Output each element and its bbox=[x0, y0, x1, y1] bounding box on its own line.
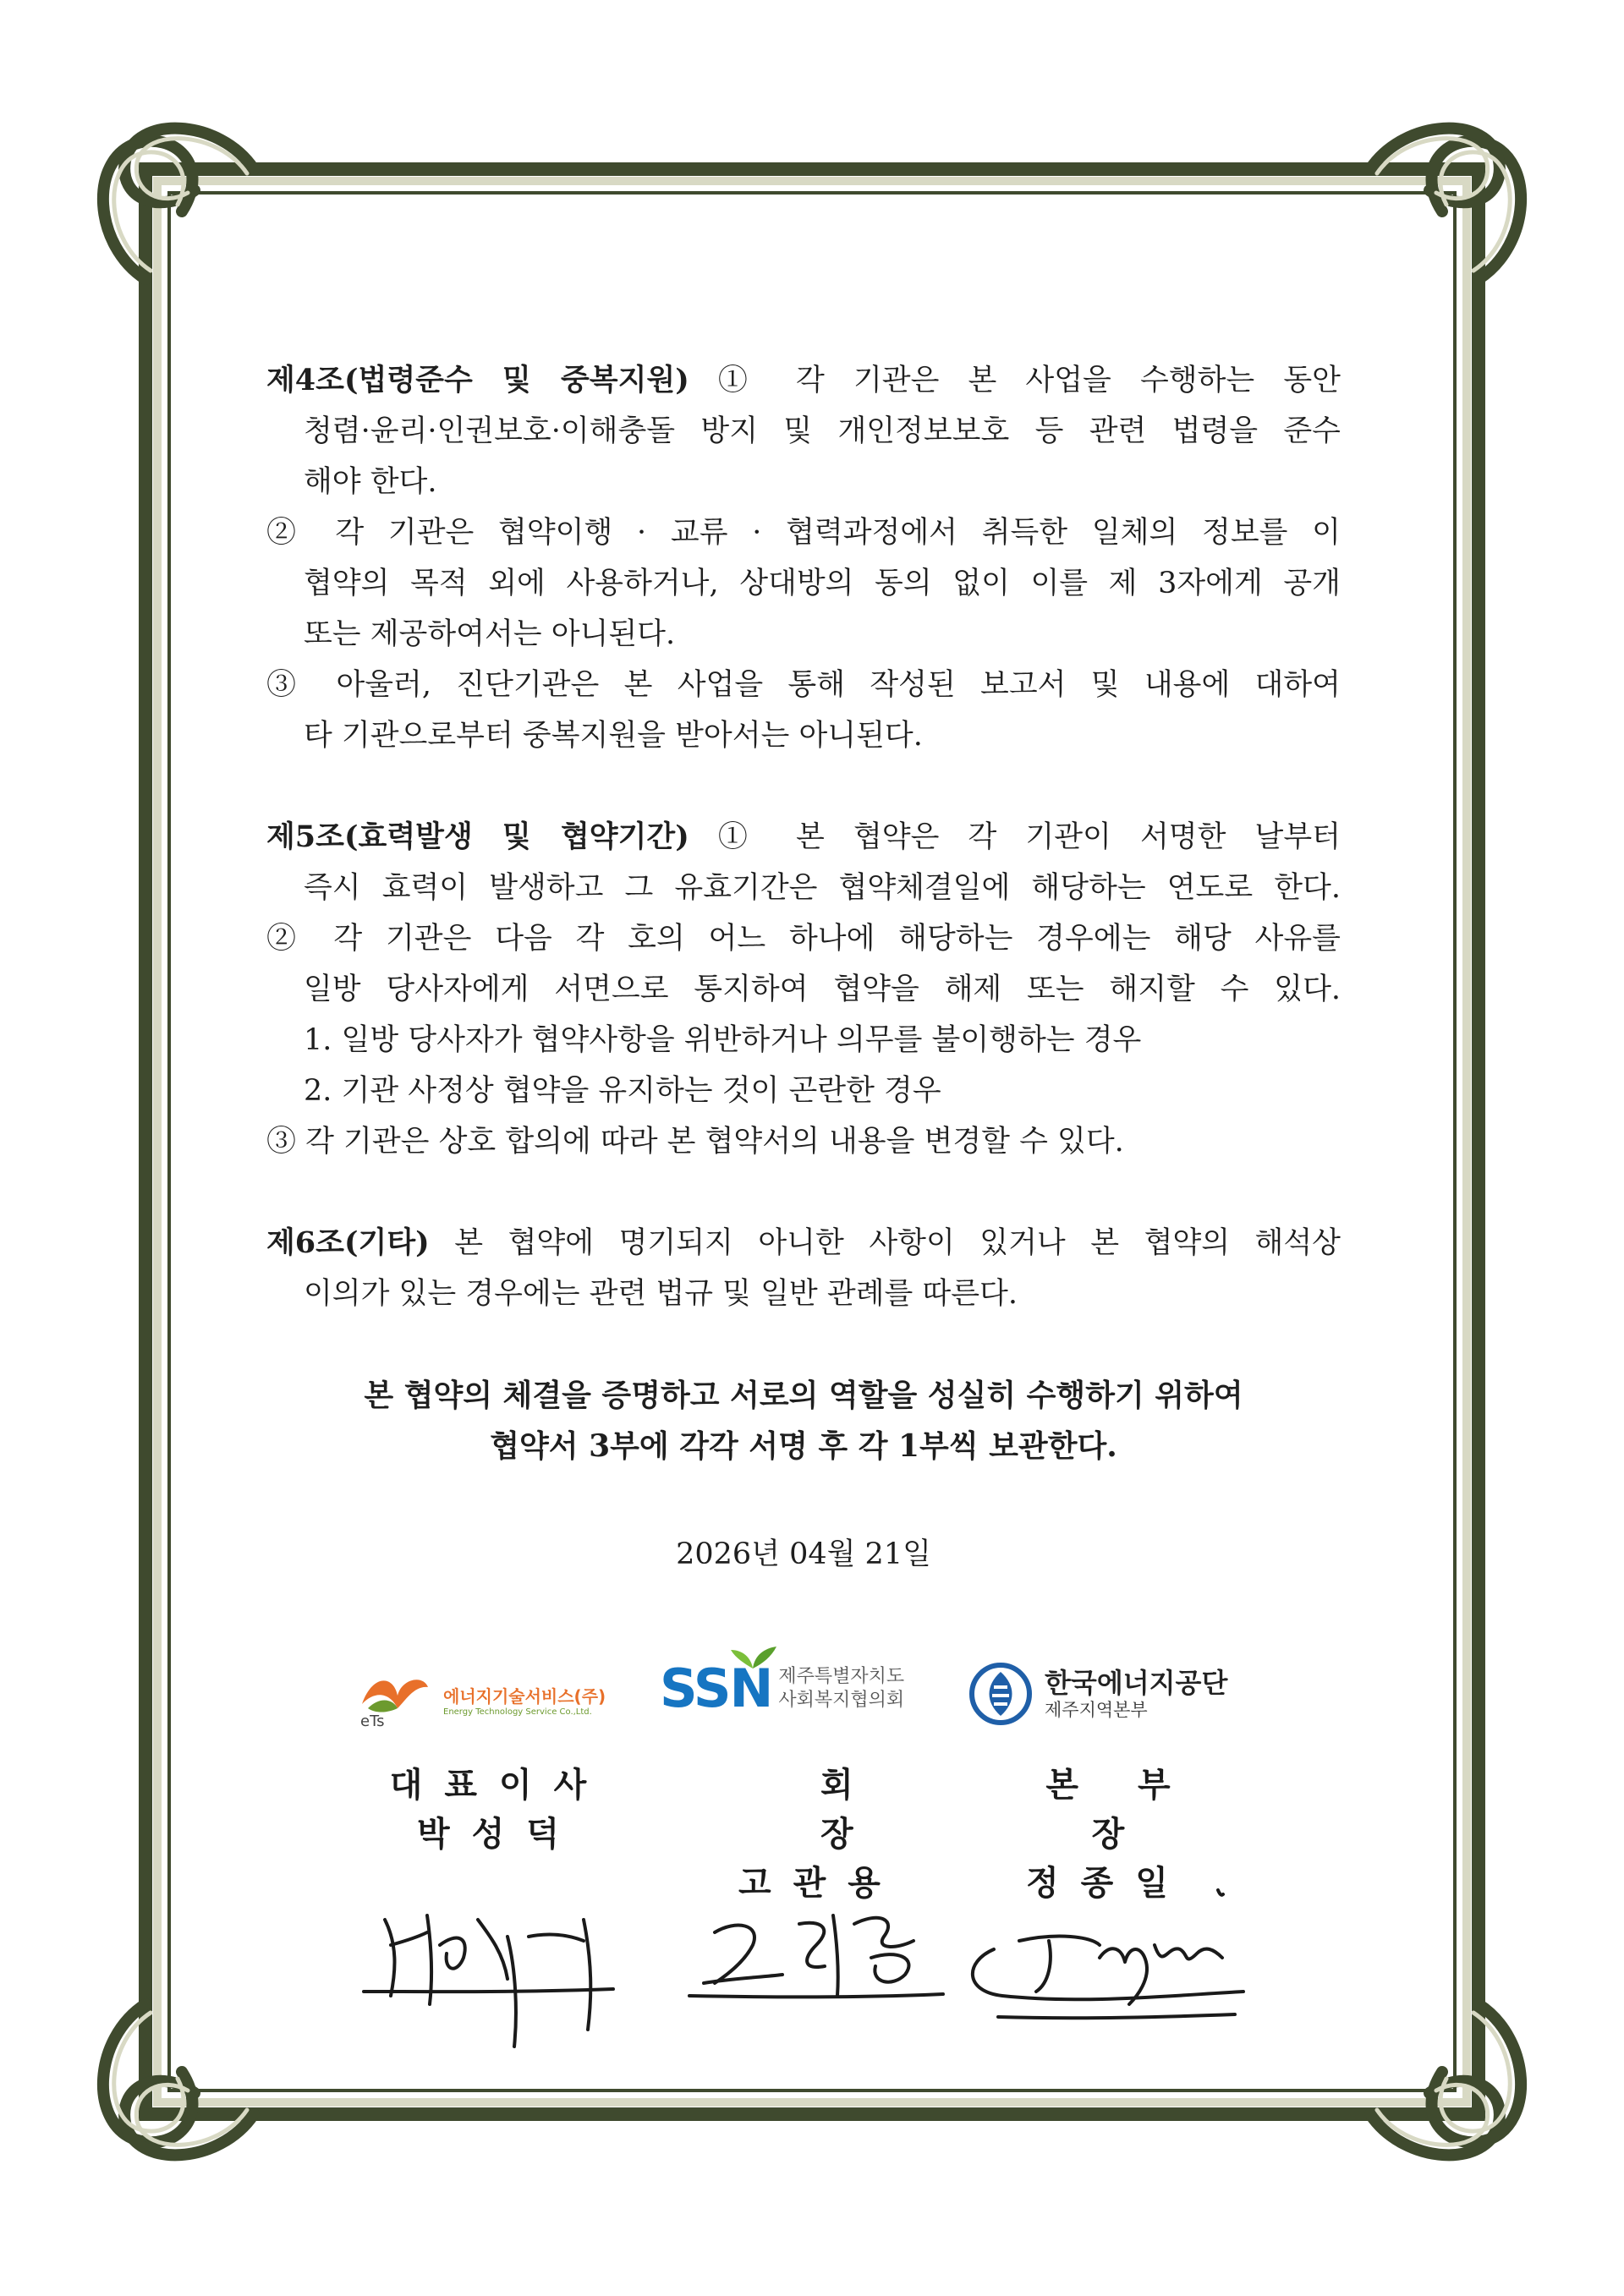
closing-line-1: 본 협약의 체결을 증명하고 서로의 역할을 성실히 수행하기 위하여 bbox=[364, 1378, 1243, 1413]
article-5-item-1: 1. 일방 당사자가 협약사항을 위반하거나 의무를 불이행하는 경우 bbox=[304, 1023, 1142, 1057]
ets-mark: eTs bbox=[360, 1712, 385, 1730]
signer-name: 박성덕 bbox=[417, 1815, 581, 1854]
article-5-line-2: 즉시 효력이 발생하고 그 유효기간은 협약체결일에 해당하는 연도로 한다. bbox=[304, 871, 1341, 905]
article-6-line-1: 제6조(기타) 본 협약에 명기되지 아니한 사항이 있거나 본 협약의 해석상 bbox=[266, 1225, 1341, 1260]
article-6-heading: 제6조(기타) bbox=[266, 1225, 430, 1260]
closing-line-2: 협약서 3부에 각각 서명 후 각 1부씩 보관한다. bbox=[490, 1428, 1117, 1464]
ssn-line-2: 사회복지협의회 bbox=[778, 1690, 905, 1711]
signature-2 bbox=[689, 1915, 943, 1997]
article-4-clause-2-line-1: ② 각 기관은 협약이행 · 교류 · 협력과정에서 취득한 일체의 정보를 이 bbox=[266, 516, 1341, 550]
signer-name: 정종일 bbox=[1026, 1864, 1190, 1903]
signer-title: 대표이사 bbox=[389, 1766, 609, 1805]
article-5-item-2: 2. 기관 사정상 협약을 유지하는 것이 곤란한 경우 bbox=[304, 1074, 941, 1108]
article-4-line-1: 제4조(법령준수 및 중복지원) ① 각 기관은 본 사업을 수행하는 동안 bbox=[266, 363, 1341, 397]
kea-line-2: 제주지역본부 bbox=[1045, 1700, 1148, 1720]
article-4-clause-3-line-1: ③ 아울러, 진단기관은 본 사업을 통해 작성된 보고서 및 내용에 대하여 bbox=[266, 668, 1341, 702]
signature-3 bbox=[973, 1890, 1243, 2018]
signer-name: 고관용 bbox=[738, 1864, 903, 1903]
article-4-heading: 제4조(법령준수 및 중복지원) bbox=[266, 363, 689, 397]
article-5-line-1: 제5조(효력발생 및 협약기간) ① 본 협약은 각 기관이 서명한 날부터 bbox=[266, 819, 1341, 854]
article-5-clause-3: ③ 각 기관은 상호 합의에 따라 본 협약서의 내용을 변경할 수 있다. bbox=[266, 1125, 1124, 1159]
article-4-line-3: 해야 한다. bbox=[304, 465, 437, 499]
kea-line-1: 한국에너지공단 bbox=[1045, 1667, 1228, 1699]
article-5-heading: 제5조(효력발생 및 협약기간) bbox=[266, 819, 689, 854]
agreement-date: 2026년 04월 21일 bbox=[676, 1537, 931, 1571]
article-5-clause-2-line-2: 일방 당사자에게 서면으로 통지하여 협약을 해제 또는 해지할 수 있다. bbox=[304, 973, 1341, 1006]
article-5-clause-2-line-1: ② 각 기관은 다음 각 호의 어느 하나에 해당하는 경우에는 해당 사유를 bbox=[266, 922, 1341, 956]
ssn-mark: SSN bbox=[660, 1658, 772, 1719]
article-4-clause-2-line-2: 협약의 목적 외에 사용하거나, 상대방의 동의 없이 이를 제 3자에게 공개 bbox=[304, 567, 1341, 600]
article-4-line-2: 청렴·윤리·인권보호·이해충돌 방지 및 개인정보보호 등 관련 법령을 준수 bbox=[304, 414, 1341, 448]
article-4-clause-3-line-2: 타 기관으로부터 중복지원을 받아서는 아니된다. bbox=[304, 719, 923, 753]
article-4-clause-2-line-3: 또는 제공하여서는 아니된다. bbox=[304, 617, 676, 651]
signer-title: 회장 bbox=[820, 1766, 980, 1854]
article-6-line-2: 이의가 있는 경우에는 관련 법규 및 일반 관례를 따른다. bbox=[304, 1277, 1018, 1311]
signer-title: 본부장 bbox=[1045, 1766, 1230, 1854]
ssn-line-1: 제주특별자치도 bbox=[778, 1666, 905, 1687]
ets-name: 에너지기술서비스(주) bbox=[443, 1686, 606, 1707]
signature-1 bbox=[364, 1915, 613, 2047]
ets-name-en: Energy Technology Service Co.,Ltd. bbox=[443, 1707, 592, 1717]
